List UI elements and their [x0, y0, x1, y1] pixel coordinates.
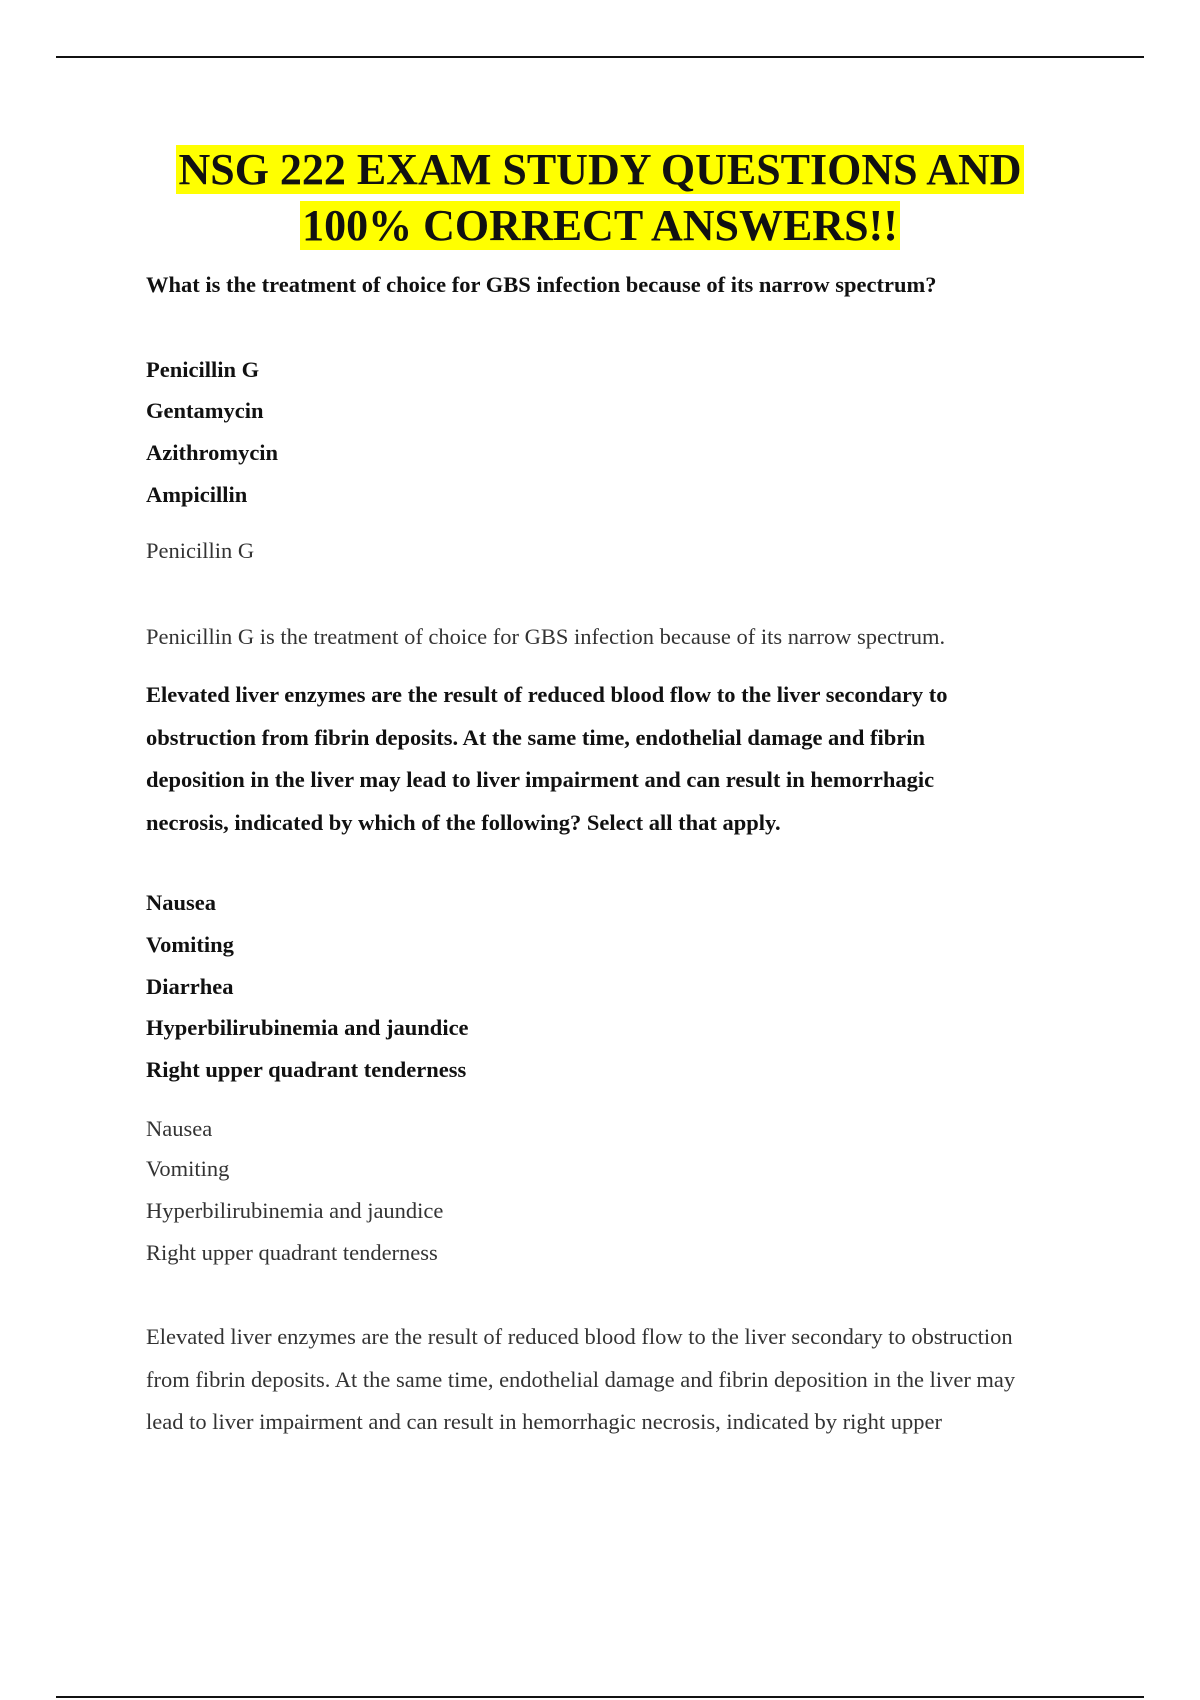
q2-answer: Vomiting — [146, 1156, 230, 1181]
q2-option: Nausea — [146, 890, 217, 915]
bottom-rule — [56, 1696, 1144, 1698]
document-title — [0, 142, 1200, 254]
q2-option: Diarrhea — [146, 974, 234, 999]
question-2-line: Elevated liver enzymes are the result of reduced blood flow to the liver secondary to — [146, 682, 948, 707]
q2-option: Vomiting — [146, 932, 234, 957]
q2-rationale — [146, 1316, 1096, 1444]
q1-option: Penicillin G — [146, 357, 260, 382]
title-line-2: 100% CORRECT ANSWERS!! — [302, 201, 898, 250]
question-2 — [146, 674, 1076, 844]
q1-rationale: Penicillin G is the treatment of choice for GBS infection because of its narrow spectrum. — [146, 624, 946, 649]
q2-answer: Right upper quadrant tenderness — [146, 1240, 438, 1265]
q2-answer: Hyperbilirubinemia and jaundice — [146, 1198, 444, 1223]
question-1: What is the treatment of choice for GBS infection because of its narrow spectrum? — [146, 272, 937, 297]
title-line-1: NSG 222 EXAM STUDY QUESTIONS AND — [178, 145, 1022, 194]
q2-option: Right upper quadrant tenderness — [146, 1057, 467, 1082]
question-2-line: deposition in the liver may lead to liver impairment and can result in hemorrhagic — [146, 767, 935, 792]
q1-option: Gentamycin — [146, 398, 264, 423]
q2-option: Hyperbilirubinemia and jaundice — [146, 1015, 469, 1040]
q2-rationale-line: lead to liver impairment and can result in hemorrhagic necrosis, indicated by right upper — [146, 1409, 942, 1434]
question-2-line: obstruction from fibrin deposits. At the same time, endothelial damage and fibrin — [146, 724, 925, 750]
question-2-line: necrosis, indicated by which of the following? Select all that apply. — [146, 809, 781, 835]
q2-rationale-line: Elevated liver enzymes are the result of reduced blood flow to the liver secondary to obstruction — [146, 1324, 1013, 1349]
q1-option: Ampicillin — [146, 482, 248, 507]
q2-rationale-line: from fibrin deposits. At the same time, endothelial damage and fibrin deposition in the liver may — [146, 1366, 1016, 1392]
q1-option: Azithromycin — [146, 440, 279, 465]
top-rule — [56, 56, 1144, 58]
q1-answer: Penicillin G — [146, 538, 255, 563]
q2-answer: Nausea — [146, 1116, 213, 1141]
